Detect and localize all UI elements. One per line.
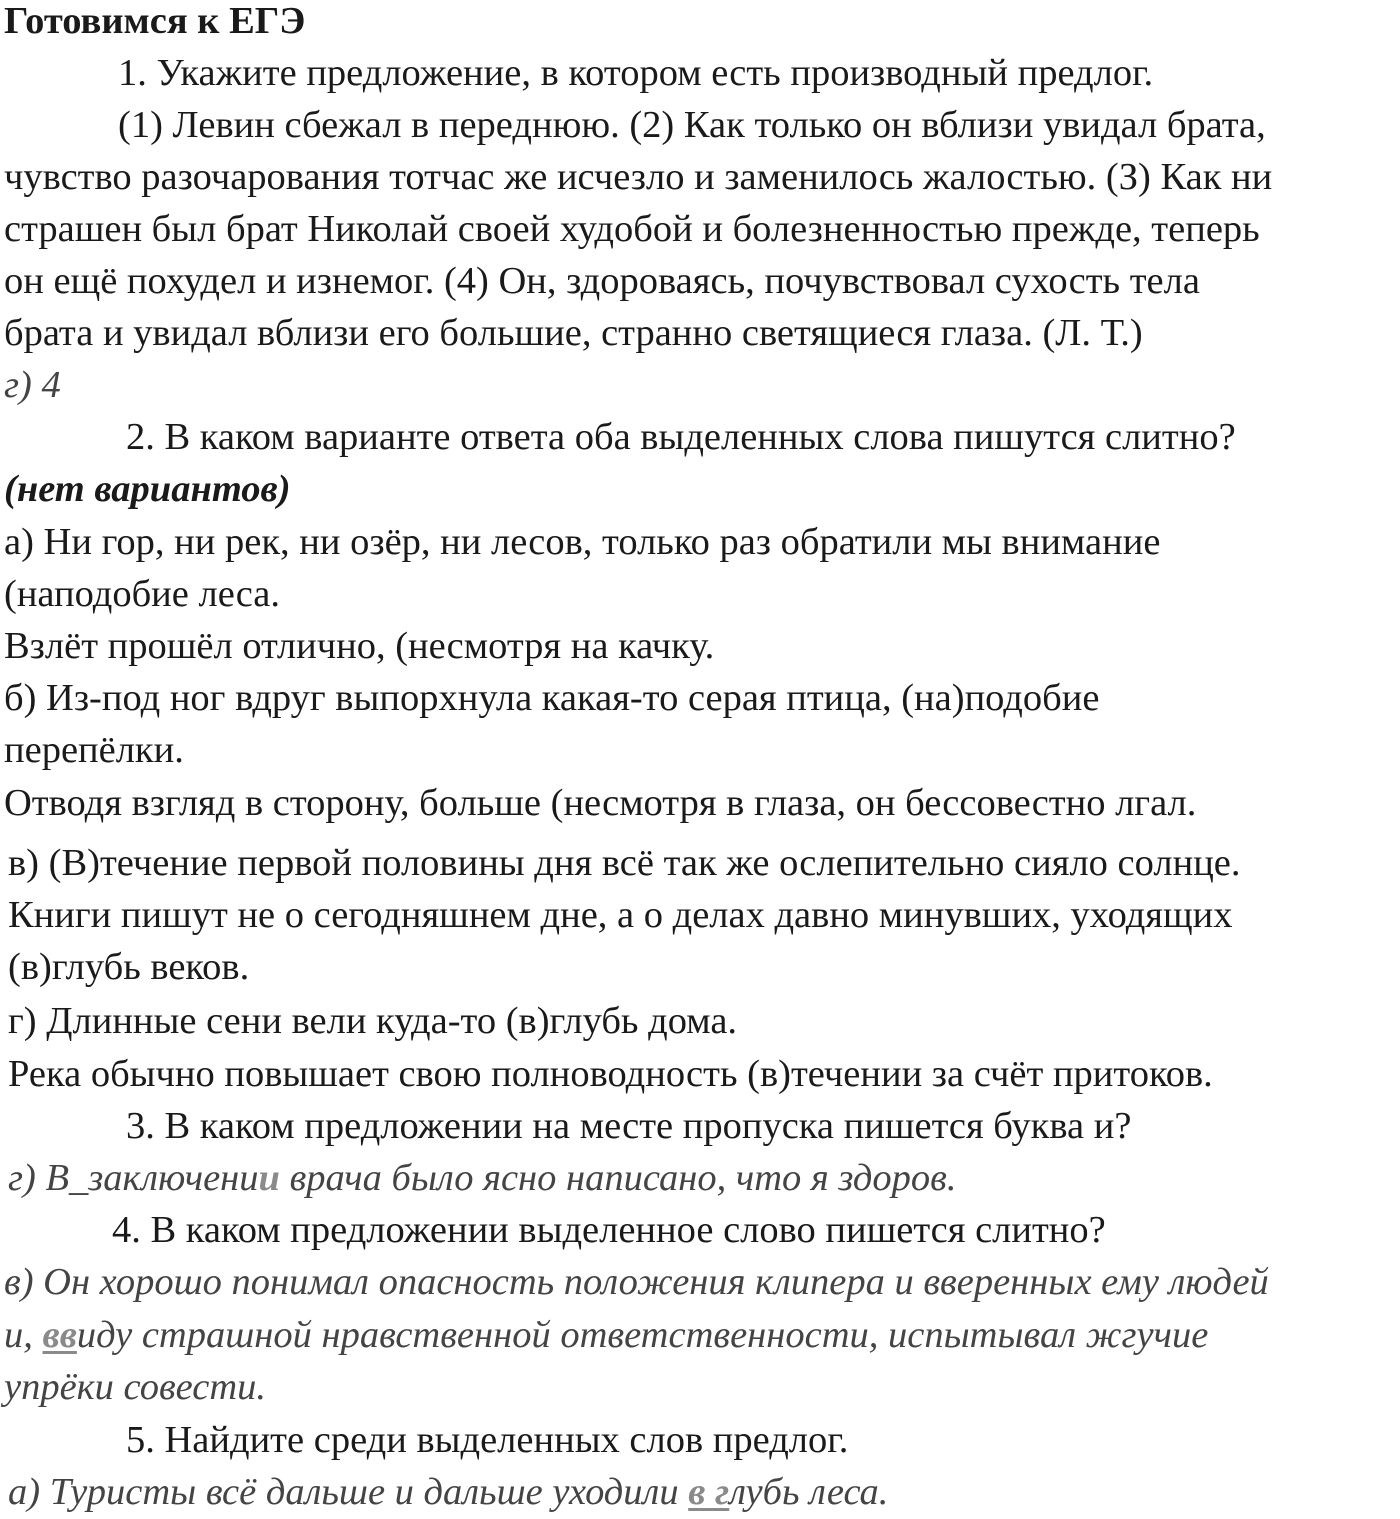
q5-answer: а) Туристы всё дальше и дальше уходили в глубь леса. xyxy=(8,1471,889,1513)
question-2: 2. В каком варианте ответа оба выделенных слова пишутся слитно? xyxy=(126,416,1236,458)
q4-highlight: вв xyxy=(42,1314,77,1356)
page-title: Готовимся к ЕГЭ xyxy=(4,0,306,42)
q2-option-line: г) Длинные сени вели куда-то (в)глубь дома. xyxy=(8,1000,738,1042)
q4-answer-line: в) Он хорошо понимал опасность положения клипера и вверенных ему людей xyxy=(4,1261,1269,1303)
q2-option-line: Взлёт прошёл отлично, (несмотря на качку. xyxy=(4,625,715,667)
q2-option-line: б) Из-под ног вдруг выпорхнула какая-то серая птица, (на)подобие xyxy=(4,677,1100,719)
q2-option-line: Река обычно повышает свою полноводность (в)течении за счёт притоков. xyxy=(8,1053,1213,1095)
q2-option-line: Отводя взгляд в сторону, больше (несмотря в глаза, он бессовестно лгал. xyxy=(4,782,1197,824)
question-3: 3. В каком предложении на месте пропуска пишется буква и? xyxy=(126,1105,1132,1147)
q1-text-line: чувство разочарования тотчас же исчезло и заменилось жалостью. (З) Как ни xyxy=(4,156,1273,198)
q1-text-line: брата и увидал вблизи его большие, странно светящиеся глаза. (Л. Т.) xyxy=(4,312,1143,354)
q2-option-line: (в)глубь веков. xyxy=(8,946,250,988)
question-4: 4. В каком предложении выделенное слово пишется слитно? xyxy=(112,1209,1106,1251)
q3-answer: г) В_заключении врача было ясно написано, что я здоров. xyxy=(8,1157,957,1199)
q1-answer: г) 4 xyxy=(4,364,61,406)
q1-text-line: он ещё похудел и изнемог. (4) Он, здороваясь, почувствовал сухость тела xyxy=(4,260,1200,302)
q3-highlight: и xyxy=(258,1157,280,1199)
question-5: 5. Найдите среди выделенных слов предлог. xyxy=(126,1419,849,1461)
q1-text-line: страшен был брат Николай своей худобой и болезненностью прежде, теперь xyxy=(4,208,1260,250)
question-1: 1. Укажите предложение, в котором есть производный предлог. xyxy=(118,52,1154,94)
q2-option-line: (наподобие леса. xyxy=(4,573,281,615)
q2-option-line: перепёлки. xyxy=(4,729,184,771)
q2-note: (нет вариантов) xyxy=(4,468,291,510)
q2-option-line: а) Ни гор, ни рек, ни озёр, ни лесов, только раз обратили мы внимание xyxy=(4,521,1161,563)
q5-highlight: в г xyxy=(688,1471,730,1513)
q1-text-line: (1) Левин сбежал в переднюю. (2) Как только он вблизи увидал брата, xyxy=(118,104,1266,146)
q2-option-line: Книги пишут не о сегодняшнем дне, а о делах давно минувших, уходящих xyxy=(8,894,1233,936)
q4-answer-line: упрёки совести. xyxy=(4,1366,266,1408)
q2-option-line: в) (В)течение первой половины дня всё так же ослепительно сияло солнце. xyxy=(8,842,1241,884)
q4-answer-line: и, ввиду страшной нравственной ответственности, испытывал жгучие xyxy=(4,1314,1209,1356)
